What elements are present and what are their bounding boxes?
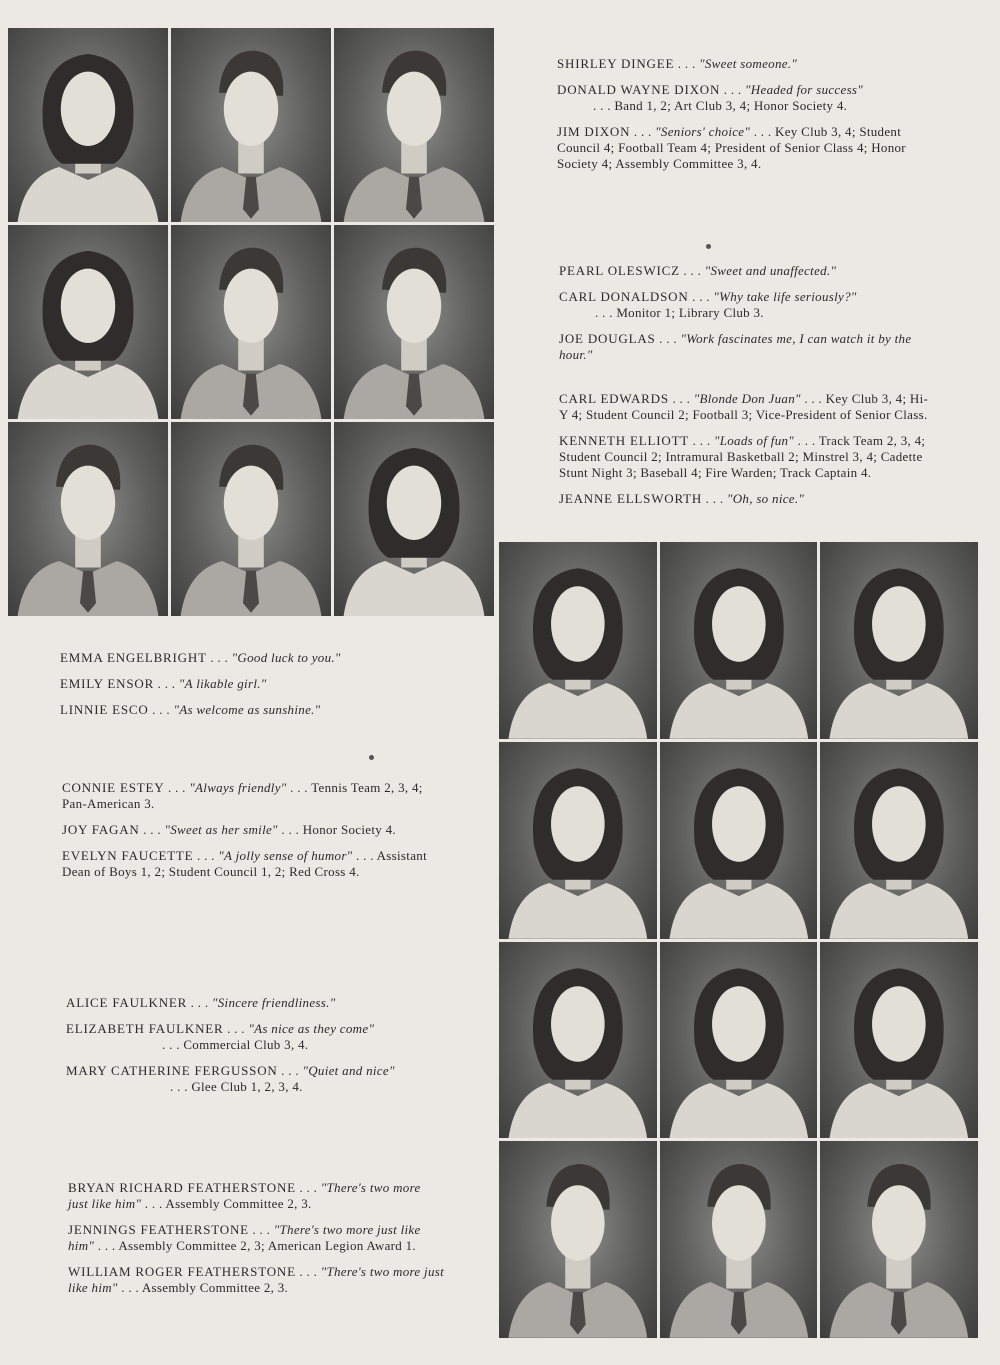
separator: . . . — [281, 822, 300, 837]
senior-name: MARY CATHERINE FERGUSSON — [66, 1063, 278, 1078]
portrait-photo — [8, 422, 168, 616]
portrait-photo — [8, 225, 168, 419]
senior-entry — [60, 676, 440, 692]
separator: . . . — [152, 702, 170, 717]
portrait-face — [712, 986, 766, 1061]
separator: . . . — [143, 822, 161, 837]
separator: . . . — [593, 98, 611, 113]
portrait-photo — [499, 1141, 657, 1338]
senior-name: JOE DOUGLAS — [559, 331, 656, 346]
portrait-silhouette — [171, 28, 331, 222]
portrait-photo — [660, 742, 818, 939]
senior-activities: Assistant Dean of Boys 1, 2; Student Council 1, 2; Red Cross 4. — [62, 848, 427, 879]
senior-quote: "There's two more just like him" — [68, 1222, 421, 1253]
senior-entry — [557, 124, 929, 172]
separator: . . . — [210, 650, 229, 665]
senior-entry — [559, 433, 931, 481]
senior-name: JOY FAGAN — [62, 822, 140, 837]
senior-entries-block-e — [66, 995, 442, 1105]
senior-entry — [62, 780, 438, 812]
senior-activities: Assembly Committee 2, 3; American Legion Award 1. — [118, 1238, 416, 1253]
senior-quote: "Quiet and nice" — [302, 1063, 395, 1078]
senior-name: WILLIAM ROGER FEATHERSTONE — [68, 1264, 296, 1279]
portrait-silhouette — [660, 542, 818, 739]
portrait-face — [551, 586, 605, 661]
senior-name: LINNIE ESCO — [60, 702, 149, 717]
portrait-face — [872, 986, 926, 1061]
senior-entry — [66, 1021, 442, 1053]
portrait-face — [712, 1186, 766, 1261]
portrait-photo — [820, 942, 978, 1139]
senior-name: KENNETH ELLIOTT — [559, 433, 690, 448]
portrait-shoulders — [18, 167, 159, 222]
portrait-silhouette — [499, 542, 657, 739]
senior-entry — [62, 822, 438, 838]
portrait-face — [551, 986, 605, 1061]
portrait-photo — [499, 542, 657, 739]
senior-quote: "Headed for success" — [745, 82, 864, 97]
senior-quote: "Good luck to you." — [231, 650, 341, 665]
senior-quote: "As welcome as sunshine." — [173, 702, 321, 717]
portrait-shoulders — [344, 561, 485, 616]
senior-entries-block-c — [60, 650, 440, 728]
portrait-silhouette — [171, 225, 331, 419]
portrait-shoulders — [508, 683, 647, 739]
senior-quote: "Why take life seriously?" — [713, 289, 857, 304]
portrait-shoulders — [669, 1083, 808, 1139]
portrait-shoulders — [508, 883, 647, 939]
portrait-silhouette — [499, 942, 657, 1139]
senior-entry — [66, 1063, 442, 1095]
senior-activities: Key Club 3, 4; Hi-Y 4; Student Council 2; Football 3; Vice-President of Senior Class. — [559, 391, 929, 422]
separator: . . . — [692, 289, 710, 304]
portrait-face — [224, 269, 278, 343]
portrait-face — [872, 786, 926, 861]
separator: . . . — [804, 391, 823, 406]
senior-quote: "Oh, so nice." — [726, 491, 805, 506]
portrait-silhouette — [660, 942, 818, 1139]
separator: . . . — [170, 1079, 188, 1094]
portrait-photo — [660, 942, 818, 1139]
portrait-face — [224, 466, 278, 540]
senior-activities: Track Team 2, 3, 4; Student Council 2; Intramural Basketball 2; Minstrel 3, 4; Cadette Stunt Night 3; Baseball 4; Fire Warden; Track Captain 4. — [559, 433, 926, 480]
portrait-photo — [660, 542, 818, 739]
separator: . . . — [595, 305, 613, 320]
separator: . . . — [167, 780, 186, 795]
senior-entry — [60, 650, 440, 666]
senior-quote: "Loads of fun" — [713, 433, 795, 448]
portrait-silhouette — [820, 1141, 978, 1338]
portrait-face — [61, 269, 115, 343]
portrait-shoulders — [830, 683, 969, 739]
senior-name: BRYAN RICHARD FEATHERSTONE — [68, 1180, 296, 1195]
senior-quote: "Work fascinates me, I can watch it by the hour." — [559, 331, 912, 362]
portrait-face — [872, 586, 926, 661]
portrait-shoulders — [669, 683, 808, 739]
separator: . . . — [190, 995, 209, 1010]
senior-entry — [559, 263, 931, 279]
separator: . . . — [162, 1037, 180, 1052]
portrait-face — [224, 72, 278, 146]
senior-quote: "A jolly sense of humor" — [218, 848, 353, 863]
senior-activities: Tennis Team 2, 3, 4; Pan-American 3. — [62, 780, 423, 811]
senior-entry — [60, 702, 440, 718]
portrait-photo — [334, 422, 494, 616]
senior-activities: Commercial Club 3, 4. — [183, 1037, 309, 1052]
senior-quote: "Sweet someone." — [699, 56, 798, 71]
senior-quote: "Sweet and unaffected." — [704, 263, 837, 278]
senior-quote: "As nice as they come" — [248, 1021, 375, 1036]
separator: . . . — [677, 56, 696, 71]
portrait-silhouette — [8, 28, 168, 222]
senior-entry — [559, 491, 931, 507]
portrait-face — [61, 466, 115, 540]
portrait-grid-top — [8, 28, 494, 616]
separator: . . . — [157, 676, 176, 691]
senior-name: SHIRLEY DINGEE — [557, 56, 675, 71]
portrait-silhouette — [660, 1141, 818, 1338]
separator: . . . — [299, 1264, 318, 1279]
senior-activities: Glee Club 1, 2, 3, 4. — [191, 1079, 303, 1094]
portrait-face — [712, 786, 766, 861]
portrait-silhouette — [334, 28, 494, 222]
portrait-silhouette — [820, 542, 978, 739]
senior-quote: "Blonde Don Juan" — [693, 391, 801, 406]
separator: . . . — [97, 1238, 116, 1253]
portrait-shoulders — [508, 1083, 647, 1139]
senior-entry — [559, 391, 931, 423]
portrait-photo — [820, 1141, 978, 1338]
print-speck — [369, 755, 374, 760]
portrait-face — [872, 1186, 926, 1261]
senior-name: ALICE FAULKNER — [66, 995, 188, 1010]
portrait-silhouette — [660, 742, 818, 939]
portrait-shoulders — [18, 364, 159, 419]
portrait-face — [387, 269, 441, 343]
separator: . . . — [290, 780, 308, 795]
portrait-shoulders — [830, 883, 969, 939]
separator: . . . — [299, 1180, 318, 1195]
senior-entries-block-a — [557, 56, 929, 182]
portrait-face — [551, 786, 605, 861]
portrait-face — [61, 72, 115, 146]
separator: . . . — [753, 124, 772, 139]
portrait-silhouette — [8, 422, 168, 616]
portrait-silhouette — [820, 742, 978, 939]
separator: . . . — [797, 433, 816, 448]
portrait-silhouette — [8, 225, 168, 419]
portrait-shoulders — [830, 1083, 969, 1139]
portrait-photo — [334, 28, 494, 222]
separator: . . . — [144, 1196, 163, 1211]
senior-quote: "Sweet as her smile" — [164, 822, 278, 837]
portrait-silhouette — [499, 742, 657, 939]
senior-name: EVELYN FAUCETTE — [62, 848, 194, 863]
portrait-silhouette — [334, 422, 494, 616]
separator: . . . — [683, 263, 702, 278]
senior-activities: Monitor 1; Library Club 3. — [616, 305, 764, 320]
portrait-photo — [171, 422, 331, 616]
portrait-face — [387, 72, 441, 146]
senior-entry — [68, 1264, 444, 1296]
print-speck — [706, 244, 711, 249]
senior-entry — [557, 82, 929, 114]
senior-entry — [62, 848, 438, 880]
senior-name: JENNINGS FEATHERSTONE — [68, 1222, 249, 1237]
separator: . . . — [356, 848, 374, 863]
separator: . . . — [281, 1063, 299, 1078]
separator: . . . — [227, 1021, 245, 1036]
portrait-photo — [660, 1141, 818, 1338]
portrait-photo — [334, 225, 494, 419]
senior-quote: "Sincere friendliness." — [211, 995, 336, 1010]
senior-entry — [559, 331, 931, 363]
separator: . . . — [252, 1222, 271, 1237]
separator: . . . — [196, 848, 215, 863]
senior-quote: "A likable girl." — [178, 676, 267, 691]
separator: . . . — [692, 433, 711, 448]
senior-entry — [66, 995, 442, 1011]
portrait-face — [387, 466, 441, 540]
senior-entry — [68, 1180, 444, 1212]
portrait-photo — [820, 542, 978, 739]
portrait-silhouette — [171, 422, 331, 616]
portrait-face — [712, 586, 766, 661]
portrait-photo — [820, 742, 978, 939]
senior-entry — [557, 56, 929, 72]
senior-entry — [559, 289, 931, 321]
senior-entries-block-f — [68, 1180, 444, 1306]
senior-name: CONNIE ESTEY — [62, 780, 165, 795]
senior-quote: "Always friendly" — [189, 780, 287, 795]
senior-name: JIM DIXON — [557, 124, 631, 139]
separator: . . . — [633, 124, 652, 139]
senior-quote: "Seniors' choice" — [655, 124, 751, 139]
portrait-face — [551, 1186, 605, 1261]
senior-quote: "There's two more just like him" — [68, 1180, 421, 1211]
senior-activities: Honor Society 4. — [302, 822, 396, 837]
senior-entries-block-b — [559, 263, 931, 517]
portrait-silhouette — [334, 225, 494, 419]
senior-activities: Assembly Committee 2, 3. — [165, 1196, 312, 1211]
senior-entry — [68, 1222, 444, 1254]
senior-activities: Key Club 3, 4; Student Council 4; Football Team 4; President of Senior Class 4; Honor Society 4; Assembly Committee 3, 4. — [557, 124, 906, 171]
portrait-photo — [171, 225, 331, 419]
portrait-grid-bottom — [499, 542, 978, 1338]
senior-activities: Band 1, 2; Art Club 3, 4; Honor Society 4. — [614, 98, 848, 113]
senior-name: EMILY ENSOR — [60, 676, 155, 691]
senior-name: CARL DONALDSON — [559, 289, 689, 304]
portrait-silhouette — [499, 1141, 657, 1338]
portrait-photo — [171, 28, 331, 222]
senior-name: PEARL OLESWICZ — [559, 263, 680, 278]
senior-name: DONALD WAYNE DIXON — [557, 82, 721, 97]
separator: . . . — [705, 491, 724, 506]
portrait-photo — [499, 942, 657, 1139]
separator: . . . — [659, 331, 677, 346]
senior-name: JEANNE ELLSWORTH — [559, 491, 703, 506]
senior-entries-block-d — [62, 780, 438, 890]
senior-name: CARL EDWARDS — [559, 391, 669, 406]
portrait-shoulders — [669, 883, 808, 939]
separator: . . . — [672, 391, 691, 406]
portrait-silhouette — [820, 942, 978, 1139]
portrait-photo — [499, 742, 657, 939]
separator: . . . — [723, 82, 742, 97]
senior-name: ELIZABETH FAULKNER — [66, 1021, 224, 1036]
portrait-photo — [8, 28, 168, 222]
senior-quote: "There's two more just like him" — [68, 1264, 445, 1295]
separator: . . . — [121, 1280, 139, 1295]
senior-activities: Assembly Committee 2, 3. — [141, 1280, 289, 1295]
senior-name: EMMA ENGELBRIGHT — [60, 650, 207, 665]
